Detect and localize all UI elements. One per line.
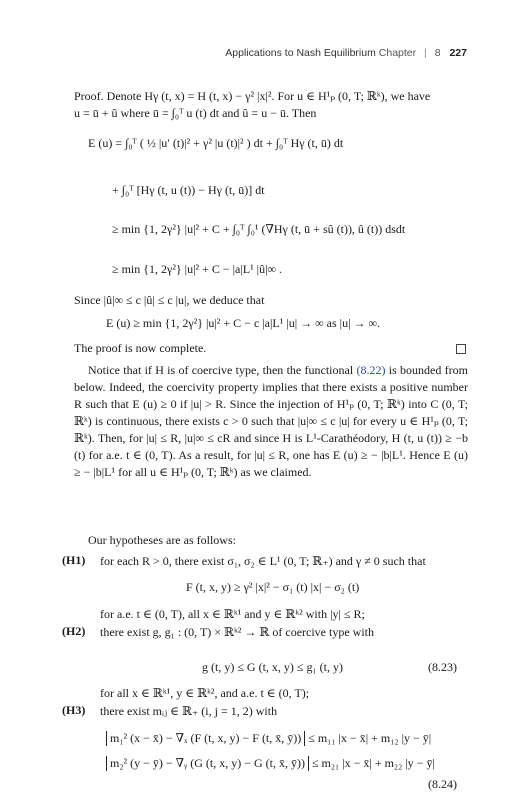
energy-line-4: ≥ min {1, 2γ²} |u|² + C − |a|L¹ |û|∞ . bbox=[112, 262, 283, 276]
h2-text: there exist g, g₁ : (0, T) × ℝᵏ² → ℝ of coercive type with bbox=[100, 625, 374, 639]
paragraph-part-2: is bounded from below. Indeed, the coercivity property implies that there exists a positive number R such that E (u) ≥ 0 if |u| > R. Since the injection of H¹ₚ (0, T; ℝᵏ) into C (0, T; ℝᵏ) is continuous, there exists c > 0 such that |u|∞ ≤ c |u| for every u ∈ H¹ₚ (0, T; ℝᵏ). Then, for |u| ≤ R, |u|∞ ≤ cR and since H is L¹-Carathéodory, H (t, u (t)) ≥ −b (t) for a.e. t ∈ (0, T). As a result, for |u| ≤ R, one has E (u) ≥ − |b|L¹. Hence E (u) ≥ − |b|L¹ for all u ∈ H¹ₚ (0, T; ℝᵏ) as we claimed. bbox=[74, 363, 469, 479]
h1-text: for each R > 0, there exist σ₁, σ₂ ∈ L¹ (0, T; ℝ₊) and γ ≠ 0 such that bbox=[100, 554, 426, 568]
h3-inequality-1 bbox=[106, 731, 431, 746]
h3-rhs-2: ≤ m₂₁ |x − x̄| + m₂₂ |y − ȳ| bbox=[311, 756, 435, 770]
qed-square-icon bbox=[456, 344, 466, 354]
h2-label: (H2) bbox=[62, 624, 86, 638]
h3-inequality-2 bbox=[106, 756, 435, 771]
h2-equation: g (t, y) ≤ G (t, x, y) ≤ g₁ (t, y) bbox=[202, 660, 343, 674]
chapter-label: Chapter bbox=[378, 47, 417, 59]
h3-label: (H3) bbox=[62, 703, 86, 717]
h1-after: for a.e. t ∈ (0, T), all x ∈ ℝᵏ¹ and y ∈ ℝᵏ² with |y| ≤ R; bbox=[100, 607, 365, 621]
proof-line-1: Proof. Denote Hγ (t, x) = H (t, x) − γ² |x|². For u ∈ H¹ₚ (0, T; ℝᵏ), we have bbox=[74, 89, 431, 103]
h3-rhs-1: ≤ m₁₁ |x − x̄| + m₁₂ |y − ȳ| bbox=[308, 731, 432, 745]
header-separator: | bbox=[424, 47, 427, 59]
running-header bbox=[225, 47, 467, 59]
energy-line-1: E (u) = ∫₀ᵀ ( ½ |u′ (t)|² + γ² |u (t)|² ) dt + ∫₀ᵀ Hγ (t, ū) dt bbox=[88, 136, 344, 150]
section-title: Applications to Nash Equilibrium bbox=[225, 47, 376, 59]
equation-number-8-23: (8.23) bbox=[428, 660, 457, 674]
paragraph-part-1: Notice that if H is of coercive type, then the functional bbox=[88, 363, 357, 377]
energy-line-3: ≥ min {1, 2γ²} |u|² + C + ∫₀ᵀ ∫₀¹ (∇Hγ (t, ū + sû (t)), û (t)) dsdt bbox=[112, 222, 406, 236]
page-number: 227 bbox=[449, 47, 467, 59]
h1-label: (H1) bbox=[62, 553, 86, 567]
h3-text: there exist mᵢⱼ ∈ ℝ₊ (i, j = 1, 2) with bbox=[100, 704, 278, 718]
chapter-number: 8 bbox=[434, 47, 441, 59]
h1-equation: F (t, x, y) ≥ γ² |x|² − σ₁ (t) |x| − σ₂ (t) bbox=[186, 580, 360, 594]
equation-link-8-22[interactable]: (8.22) bbox=[356, 363, 386, 377]
hypotheses-intro: Our hypotheses are as follows: bbox=[88, 533, 236, 547]
proof-complete: The proof is now complete. bbox=[74, 341, 207, 355]
since-text: Since |û|∞ ≤ c |û| ≤ c |u|, we deduce that bbox=[74, 293, 265, 307]
h2-after: for all x ∈ ℝᵏ¹, y ∈ ℝᵏ², and a.e. t ∈ (0, T); bbox=[100, 686, 310, 700]
deduce-equation: E (u) ≥ min {1, 2γ²} |u|² + C − c |a|L¹ |u| → ∞ as |u| → ∞. bbox=[106, 316, 381, 330]
proof-intro bbox=[74, 88, 468, 122]
h3-lhs-2: m₂² (y − ȳ) − ∇ᵧ (G (t, x, y) − G (t, x̄, ȳ)) bbox=[106, 756, 309, 771]
equation-number-8-24: (8.24) bbox=[428, 777, 457, 791]
proof-line-2: u = ū + û where ū = ∫₀ᵀ u (t) dt and û = u − ū. Then bbox=[74, 106, 317, 120]
h3-lhs-1: m₁² (x − x̄) − ∇ₓ (F (t, x, y) − F (t, x̄, ȳ)) bbox=[106, 731, 305, 746]
coercive-paragraph bbox=[74, 362, 468, 481]
energy-line-2: + ∫₀ᵀ [Hγ (t, u (t)) − Hγ (t, ū)] dt bbox=[112, 183, 265, 197]
